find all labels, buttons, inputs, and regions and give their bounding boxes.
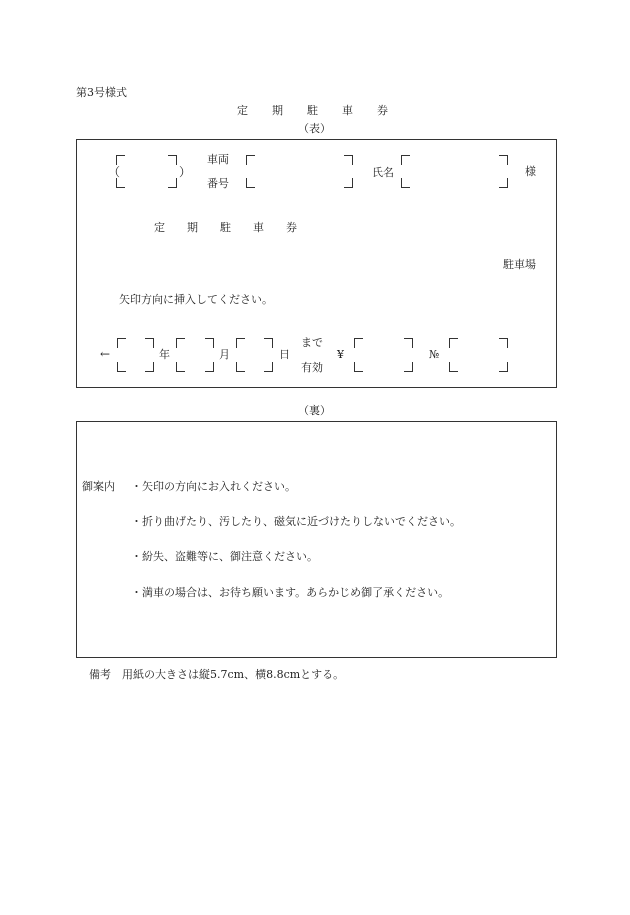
- front-ticket-box: [76, 139, 557, 388]
- until-label: まで: [301, 336, 323, 349]
- bracket-mark: [344, 178, 353, 188]
- bracket-mark: [246, 178, 255, 188]
- front-label: （表）: [298, 122, 331, 135]
- month-label: 月: [219, 348, 230, 361]
- note-label: 備考: [89, 668, 111, 681]
- day-label: 日: [279, 348, 290, 361]
- bracket-mark: [176, 362, 185, 372]
- guide-item: ・矢印の方向にお入れください。: [131, 480, 296, 493]
- bracket-mark: [354, 362, 363, 372]
- back-ticket-box: [76, 421, 557, 658]
- bracket-mark: [205, 362, 214, 372]
- bracket-mark: [117, 362, 126, 372]
- bracket-mark: [264, 362, 273, 372]
- bracket-mark: [449, 338, 458, 348]
- guide-item: ・紛失、盗難等に、御注意ください。: [131, 550, 318, 563]
- back-label: （裏）: [298, 404, 331, 417]
- page-title: 定期駐車券: [237, 104, 412, 117]
- guide-label: 御案内: [82, 480, 115, 493]
- bracket-mark: [401, 178, 410, 188]
- valid-label: 有効: [301, 361, 323, 374]
- bracket-mark: [264, 338, 273, 348]
- paren-open: （: [108, 165, 121, 179]
- bracket-mark: [145, 338, 154, 348]
- bracket-mark: [116, 178, 125, 188]
- bracket-mark: [145, 362, 154, 372]
- bracket-mark: [404, 338, 413, 348]
- bracket-mark: [116, 155, 125, 165]
- bracket-mark: [404, 362, 413, 372]
- sama-label: 様: [525, 165, 536, 178]
- paren-close: ）: [179, 165, 192, 179]
- bracket-mark: [168, 178, 177, 188]
- bracket-mark: [246, 155, 255, 165]
- bracket-mark: [117, 338, 126, 348]
- bracket-mark: [499, 155, 508, 165]
- bracket-mark: [354, 338, 363, 348]
- form-number: 第3号様式: [76, 86, 127, 99]
- bracket-mark: [205, 338, 214, 348]
- bracket-mark: [344, 155, 353, 165]
- yen-label: ¥: [337, 348, 344, 361]
- ticket-title: 定期駐車券: [154, 221, 319, 234]
- insert-instruction: 矢印方向に挿入してください。: [119, 293, 273, 306]
- parking-lot-label: 駐車場: [503, 258, 536, 271]
- bracket-mark: [236, 338, 245, 348]
- bracket-mark: [176, 338, 185, 348]
- bracket-mark: [499, 338, 508, 348]
- name-label: 氏名: [372, 166, 394, 179]
- bracket-mark: [499, 178, 508, 188]
- bracket-mark: [401, 155, 410, 165]
- guide-item: ・満車の場合は、お待ち願います。あらかじめ御了承ください。: [131, 586, 450, 599]
- bracket-mark: [168, 155, 177, 165]
- bracket-mark: [236, 362, 245, 372]
- bracket-mark: [449, 362, 458, 372]
- number-label: №: [429, 348, 440, 361]
- bracket-mark: [499, 362, 508, 372]
- arrow-left-icon: ←: [100, 347, 111, 361]
- guide-item: ・折り曲げたり、汚したり、磁気に近づけたりしないでください。: [131, 515, 461, 528]
- year-label: 年: [159, 348, 170, 361]
- note-text: 用紙の大きさは縦5.7cm、横8.8cmとする。: [122, 668, 345, 681]
- vehicle-label-2: 番号: [207, 177, 229, 190]
- vehicle-label-1: 車両: [207, 153, 229, 166]
